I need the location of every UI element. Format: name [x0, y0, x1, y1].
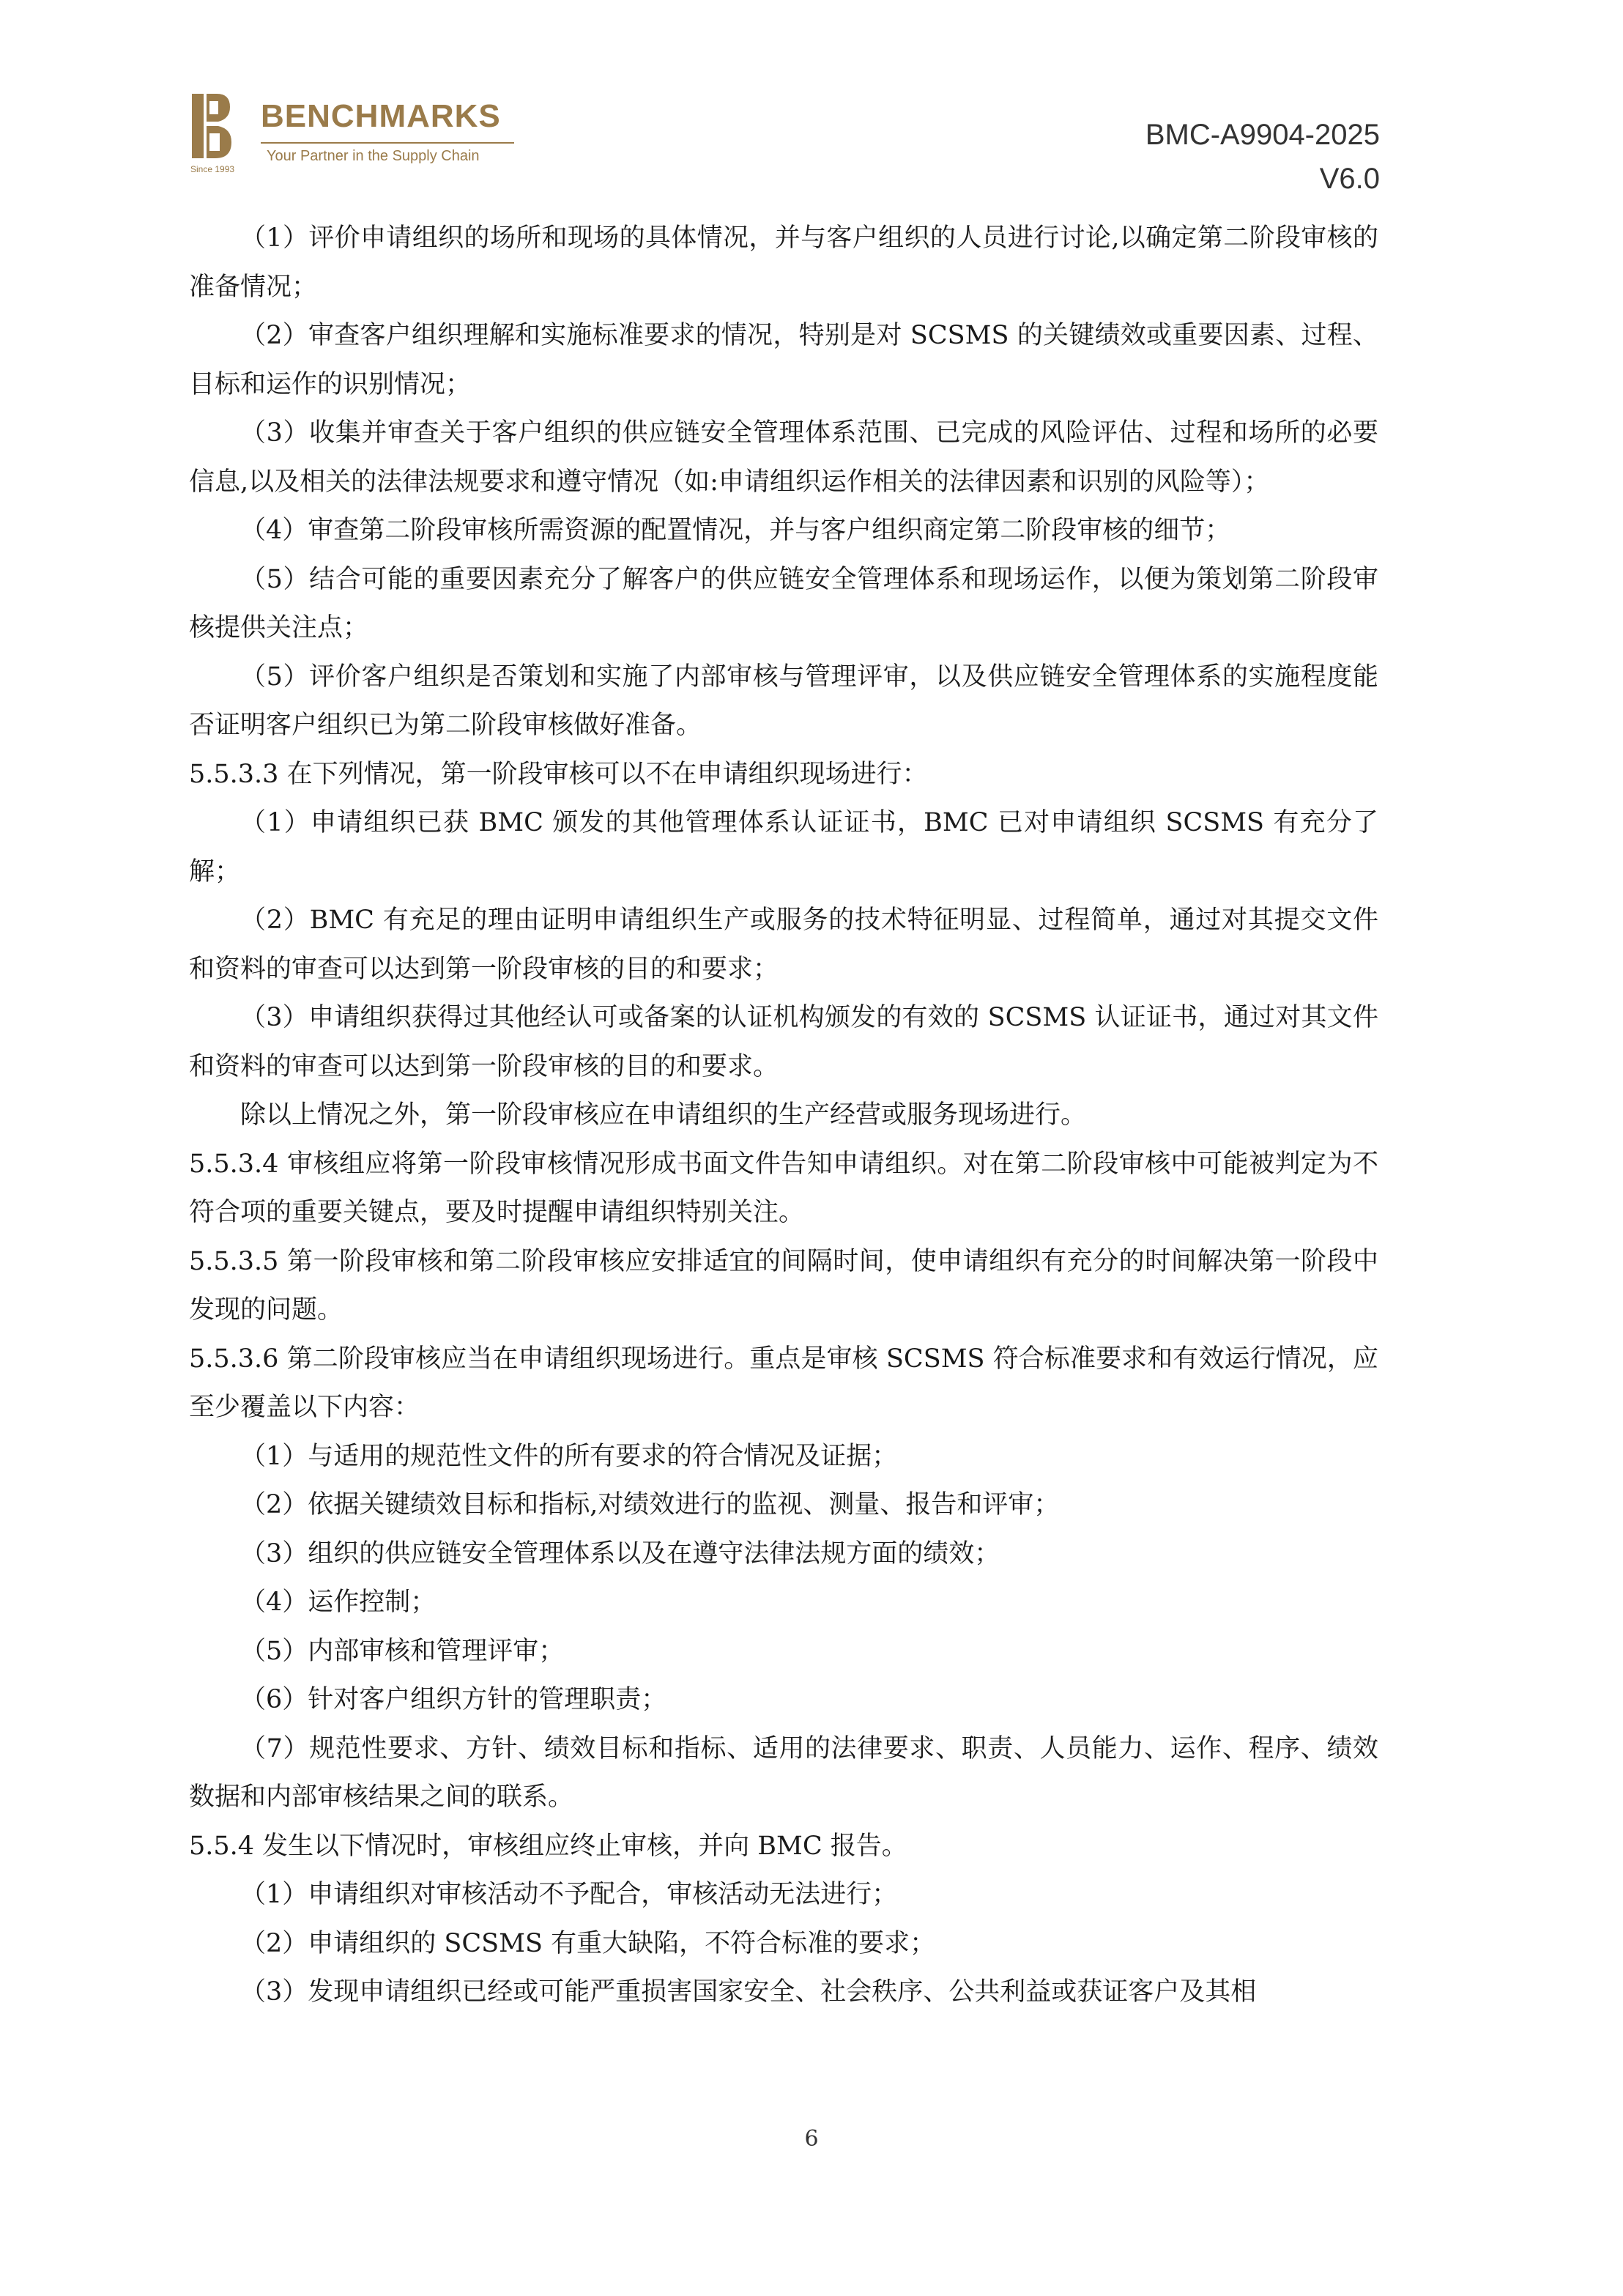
list-item: （4）运作控制；	[240, 1588, 437, 1617]
list-item: （4）审查第二阶段审核所需资源的配置情况，并与客户组织商定第二阶段审核的细节；	[240, 516, 1231, 545]
list-item: （1）评价申请组织的场所和现场的具体情况，并与客户组织的人员进行讨论,以确定第二阶段审核的准备情况；	[189, 223, 1378, 302]
section-clause: 5.5.3.5 第一阶段审核和第二阶段审核应安排适宜的间隔时间，使申请组织有充分的时间解决第一阶段中发现的问题。	[189, 1246, 1378, 1325]
benchmarks-b-icon	[189, 91, 233, 161]
list-item: （5）评价客户组织是否策划和实施了内部审核与管理评审，以及供应链安全管理体系的实施程度能否证明客户组织已为第二阶段审核做好准备。	[189, 662, 1378, 740]
section-clause: 5.5.3.3 在下列情况，第一阶段审核可以不在申请组织现场进行：	[189, 759, 928, 789]
section-clause: 5.5.3.4 审核组应将第一阶段审核情况形成书面文件告知申请组织。对在第二阶段审核中可能被判定为不符合项的重要关键点，要及时提醒申请组织特别关注。	[189, 1149, 1378, 1227]
logo-since: Since 1993	[190, 164, 235, 174]
section-clause: 5.5.4 发生以下情况时，审核组应终止审核，并向 BMC 报告。	[189, 1831, 907, 1861]
list-item: （3）收集并审查关于客户组织的供应链安全管理体系范围、已完成的风险评估、过程和场所的必要信息,以及相关的法律法规要求和遵守情况（如:申请组织运作相关的法律因素和识别的风险等）；	[189, 418, 1378, 497]
logo-tagline: Your Partner in the Supply Chain	[267, 148, 480, 164]
list-item: （2）BMC 有充足的理由证明申请组织生产或服务的技术特征明显、过程简单，通过对其提交文件和资料的审查可以达到第一阶段审核的目的和要求；	[189, 906, 1378, 984]
list-item: （2）申请组织的 SCSMS 有重大缺陷，不符合标准的要求；	[240, 1928, 936, 1958]
logo-divider	[261, 142, 514, 144]
list-item: （3）发现申请组织已经或可能严重损害国家安全、社会秩序、公共利益或获证客户及其相	[240, 1977, 1257, 2007]
page-number: 6	[804, 2126, 819, 2152]
list-item: （1）申请组织已获 BMC 颁发的其他管理体系认证证书，BMC 已对申请组织 SCSMS 有充分了解；	[189, 808, 1378, 886]
list-item: （2）依据关键绩效目标和指标,对绩效进行的监视、测量、报告和评审；	[240, 1490, 1060, 1519]
benchmarks-logo	[189, 91, 519, 179]
logo-name: BENCHMARKS	[261, 98, 501, 134]
document-version: V6.0	[1319, 163, 1380, 195]
list-item: （3）申请组织获得过其他经认可或备案的认证机构颁发的有效的 SCSMS 认证证书，通过对其文件和资料的审查可以达到第一阶段审核的目的和要求。	[189, 1003, 1378, 1081]
list-item: （1）申请组织对审核活动不予配合，审核活动无法进行；	[240, 1880, 898, 1909]
list-item: （3）组织的供应链安全管理体系以及在遵守法律法规方面的绩效；	[240, 1538, 1000, 1569]
document-code: BMC-A9904-2025	[1145, 119, 1380, 151]
list-item: （2）审查客户组织理解和实施标准要求的情况，特别是对 SCSMS 的关键绩效或重要因素、过程、目标和运作的识别情况；	[189, 321, 1378, 399]
list-item: （5）结合可能的重要因素充分了解客户的供应链安全管理体系和现场运作，以便为策划第二阶段审核提供关注点；	[189, 564, 1378, 642]
list-item: 除以上情况之外，第一阶段审核应在申请组织的生产经营或服务现场进行。	[240, 1100, 1087, 1130]
list-item: （7）规范性要求、方针、绩效目标和指标、适用的法律要求、职责、人员能力、运作、程序、绩效数据和内部审核结果之间的联系。	[189, 1733, 1378, 1812]
list-item: （5）内部审核和管理评审；	[240, 1636, 565, 1666]
document-body	[189, 214, 1378, 2017]
page-header	[0, 0, 1623, 198]
list-item: （6）针对客户组织方针的管理职责；	[240, 1685, 667, 1714]
section-clause: 5.5.3.6 第二阶段审核应当在申请组织现场进行。重点是审核 SCSMS 符合标准要求和有效运行情况，应至少覆盖以下内容：	[189, 1344, 1378, 1422]
list-item: （1）与适用的规范性文件的所有要求的符合情况及证据；	[240, 1441, 898, 1471]
